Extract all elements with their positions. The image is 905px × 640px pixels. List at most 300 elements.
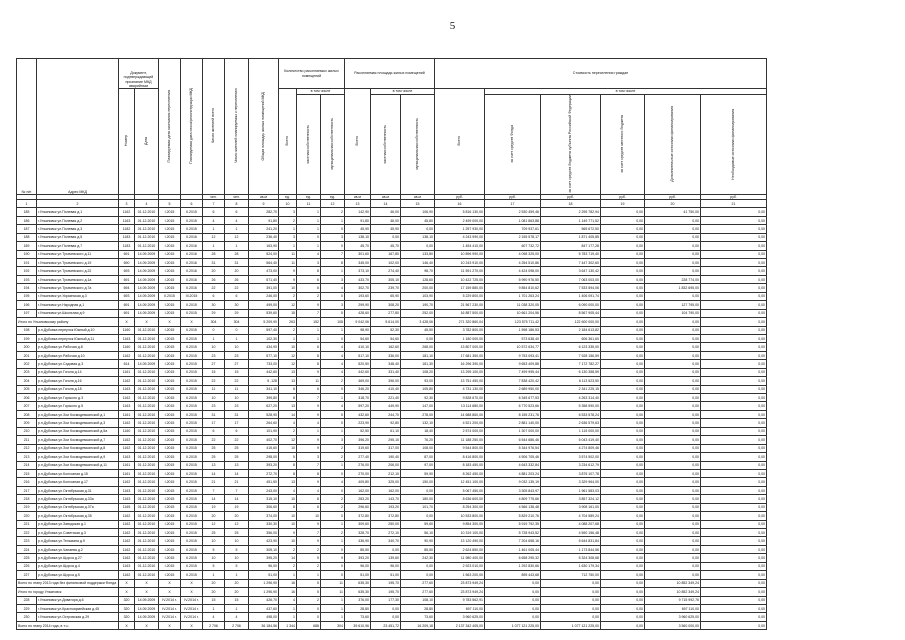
- summary-cell: X: [159, 588, 181, 596]
- table-cell: 1: [321, 427, 345, 435]
- table-cell: 1: [297, 208, 321, 216]
- table-cell: 0,00: [645, 385, 701, 393]
- table-cell: 22: [203, 436, 225, 444]
- table-cell: I.2015: [159, 562, 181, 570]
- table-row: [17, 444, 767, 452]
- table-cell: 0,00: [485, 613, 541, 621]
- table-cell: 250,00: [371, 520, 401, 528]
- table-cell: 895 443,68: [485, 571, 541, 579]
- table-cell: 108,20: [401, 368, 435, 376]
- summary-cell: 0,00: [601, 588, 645, 596]
- table-cell: 219: [17, 503, 37, 511]
- table-cell: 20: [225, 267, 249, 275]
- table-cell: 25: [203, 453, 225, 461]
- table-cell: II.2015: [181, 360, 203, 368]
- table-cell: 0,00: [401, 512, 435, 520]
- table-cell: 10: [225, 537, 249, 545]
- address-cell: р.п.Дубовка ул.Зои Космодемьянской д.11: [37, 461, 119, 469]
- table-row: [17, 486, 767, 494]
- table-cell: 25: [225, 453, 249, 461]
- table-row: [17, 545, 767, 553]
- table-cell: 0,00: [601, 444, 645, 452]
- summary-cell: X: [159, 579, 181, 587]
- table-cell: II.2015: [181, 545, 203, 553]
- table-cell: 0,00: [701, 503, 767, 511]
- table-cell: 31: [225, 259, 249, 267]
- summary-cell: 16: [279, 588, 297, 596]
- table-cell: 2: [279, 292, 297, 300]
- table-cell: 1 630 179,34: [541, 562, 601, 570]
- table-cell: 01.12.2010: [135, 343, 159, 351]
- table-cell: 5 644 831,84: [541, 537, 601, 545]
- address-cell: р.п.Дубовка ул.Щорса д.5: [37, 571, 119, 579]
- summary-cell: 277,60: [401, 579, 435, 587]
- table-cell: 6 130 358,59: [541, 368, 601, 376]
- table-cell: 0,00: [401, 242, 435, 250]
- table-cell: 0,00: [701, 275, 767, 283]
- header-cost-extra: Дополнительные источники финансирования: [645, 95, 701, 195]
- table-cell: I.2015: [159, 419, 181, 427]
- table-cell: 01.12.2010: [135, 326, 159, 334]
- table-cell: 1162: [119, 351, 135, 359]
- summary-cell: 635,30: [345, 579, 371, 587]
- table-cell: 0,00: [601, 419, 645, 427]
- table-cell: 6: [203, 427, 225, 435]
- table-cell: 1: [321, 461, 345, 469]
- table-cell: 01.12.2010: [135, 233, 159, 241]
- address-cell: р.п.Дубовка ул.Гоголя д.18: [37, 385, 119, 393]
- table-cell: 306,60: [249, 503, 279, 511]
- table-cell: 11: [279, 259, 297, 267]
- table-cell: 2: [321, 529, 345, 537]
- table-cell: 0,00: [601, 343, 645, 351]
- table-cell: 5 919 792,35: [485, 520, 541, 528]
- table-cell: 30: [225, 301, 249, 309]
- summary-cell: 1 077 121 225,00: [485, 621, 541, 629]
- address-cell: р.п.Дубовка ул.Рабочая д.8: [37, 343, 119, 351]
- header-cost-incl: в том числе: [485, 89, 767, 95]
- table-cell: 7 533 594,06: [541, 284, 601, 292]
- table-cell: 348,40: [371, 360, 401, 368]
- table-cell: 4 590 156,48: [541, 529, 601, 537]
- table-cell: 27: [203, 360, 225, 368]
- table-cell: 01.12.2010: [135, 208, 159, 216]
- table-cell: 0,00: [371, 233, 401, 241]
- table-cell: 12 451 100,00: [435, 478, 485, 486]
- table-cell: 4: [279, 596, 297, 604]
- table-cell: 4: [297, 486, 321, 494]
- table-cell: 197: [17, 309, 37, 317]
- table-cell: 3: [321, 301, 345, 309]
- table-cell: 212,10: [371, 469, 401, 477]
- table-cell: 614: [119, 360, 135, 368]
- summary-cell: 0,00: [701, 588, 767, 596]
- table-cell: I.2015: [159, 410, 181, 418]
- table-cell: 146,40: [401, 259, 435, 267]
- table-row: [17, 284, 767, 292]
- summary-cell: 635,30: [345, 588, 371, 596]
- table-cell: 27: [225, 360, 249, 368]
- table-cell: I.2015: [159, 571, 181, 579]
- table-cell: 198: [17, 326, 37, 334]
- header-doc-number: Номер: [119, 89, 135, 195]
- table-row: [17, 309, 767, 317]
- table-row: [17, 208, 767, 216]
- table-cell: 0,00: [645, 520, 701, 528]
- table-cell: 336,00: [371, 351, 401, 359]
- table-cell: 0,00: [645, 512, 701, 520]
- table-cell: 2 923 010,00: [435, 562, 485, 570]
- table-cell: 227: [17, 571, 37, 579]
- table-cell: 13 751 450,00: [435, 377, 485, 385]
- table-cell: 9 653 409,88: [485, 360, 541, 368]
- table-cell: II.2016: [181, 250, 203, 258]
- table-cell: 690: [119, 259, 135, 267]
- table-cell: 127 795,00: [645, 301, 701, 309]
- table-cell: II.2015: [181, 377, 203, 385]
- summary-cell: 1 077 121 225,00: [541, 621, 601, 629]
- table-cell: 9 783 562,91: [435, 596, 485, 604]
- table-cell: 2 624 850,00: [435, 545, 485, 553]
- table-cell: 709 937,61: [485, 225, 541, 233]
- table-cell: 3 875 107,78: [541, 469, 601, 477]
- summary-cell: 36 184,56: [249, 621, 279, 629]
- table-cell: I.2015: [159, 520, 181, 528]
- summary-label: Итого по Ульяновскому району: [17, 318, 119, 326]
- table-cell: 222: [17, 529, 37, 537]
- unit-cell: кв.м: [249, 194, 279, 199]
- summary-cell: X: [159, 318, 181, 326]
- address-cell: р.п.Дубовка ул.Щорса д.4: [37, 562, 119, 570]
- table-cell: 73,60: [401, 613, 435, 621]
- table-cell: 96,00: [371, 562, 401, 570]
- summary-cell: X: [181, 621, 203, 629]
- table-cell: 9 753 093,41: [485, 351, 541, 359]
- address-cell: р.п.Дубовка переулок Южный д.11: [37, 334, 119, 342]
- table-cell: 15: [203, 368, 225, 376]
- subtotal-row: [17, 588, 767, 596]
- table-cell: 299,90: [345, 301, 371, 309]
- table-cell: 1163: [119, 334, 135, 342]
- table-cell: 10 243 910,00: [435, 259, 485, 267]
- summary-cell: 0,00: [645, 318, 701, 326]
- table-cell: 0,00: [701, 292, 767, 300]
- table-cell: 0,00: [645, 461, 701, 469]
- table-cell: I.2015: [159, 402, 181, 410]
- table-cell: 1161: [119, 461, 135, 469]
- header-count-private: частная собственность: [297, 95, 321, 195]
- table-cell: 3: [279, 233, 297, 241]
- unit-cell: ед.: [279, 194, 297, 199]
- table-cell: 410,10: [345, 343, 371, 351]
- table-cell: 10 533 800,00: [435, 512, 485, 520]
- table-cell: 13: [279, 478, 297, 486]
- column-number: 2: [37, 199, 119, 207]
- table-cell: 1163: [119, 453, 135, 461]
- table-cell: 0,00: [701, 613, 767, 621]
- table-cell: 14.09.2009: [135, 596, 159, 604]
- table-cell: 1183: [119, 242, 135, 250]
- table-cell: 1: [225, 225, 249, 233]
- table-cell: 14: [279, 410, 297, 418]
- table-cell: 372,80: [371, 512, 401, 520]
- table-cell: 11: [203, 385, 225, 393]
- address-cell: р.п.Дубовка ул.Горького д.5: [37, 402, 119, 410]
- summary-cell: 277,60: [401, 588, 435, 596]
- table-cell: I.2015: [159, 208, 181, 216]
- table-cell: I.2015: [159, 351, 181, 359]
- table-cell: 1: [297, 326, 321, 334]
- table-cell: 0,00: [701, 377, 767, 385]
- table-cell: 142,90: [345, 208, 371, 216]
- address-cell: р.п.Дубовка ул.Горького д.3: [37, 394, 119, 402]
- column-number: 11: [297, 199, 321, 207]
- table-cell: 193: [17, 275, 37, 283]
- table-cell: 96,00: [345, 562, 371, 570]
- table-cell: 92,30: [401, 394, 435, 402]
- table-cell: I.2015: [159, 275, 181, 283]
- table-cell: 2: [321, 208, 345, 216]
- table-cell: 4: [203, 216, 225, 224]
- summary-cell: 122 600 000,00: [541, 318, 601, 326]
- table-cell: 0,00: [401, 486, 435, 494]
- table-cell: 1: [203, 571, 225, 579]
- summary-cell: 39 610,96: [345, 621, 371, 629]
- table-cell: 0,00: [601, 385, 645, 393]
- table-cell: 211: [17, 436, 37, 444]
- table-cell: 21: [225, 478, 249, 486]
- table-cell: 65,90: [371, 292, 401, 300]
- table-cell: 0,00: [645, 233, 701, 241]
- table-cell: 10: [279, 520, 297, 528]
- table-cell: 1: [225, 571, 249, 579]
- unit-cell: чел.: [203, 194, 225, 199]
- table-cell: II.2015: [181, 351, 203, 359]
- table-cell: 0,00: [601, 394, 645, 402]
- table-cell: IV.2014 г.: [181, 613, 203, 621]
- table-cell: 4 566 138,48: [485, 503, 541, 511]
- table-cell: 0,00: [701, 216, 767, 224]
- table-cell: 0,00: [371, 613, 401, 621]
- address-cell: г.Ульяновск ул.Островская д.29: [37, 613, 119, 621]
- address-cell: р.п.Дубовка ул.Зои Космодемьянской д.1: [37, 410, 119, 418]
- table-cell: II.2015: [181, 419, 203, 427]
- table-cell: 0,00: [701, 529, 767, 537]
- header-number: № п/п: [17, 59, 37, 195]
- table-cell: I.2015: [159, 427, 181, 435]
- table-cell: I.2015: [159, 478, 181, 486]
- table-cell: 0,00: [601, 503, 645, 511]
- table-cell: 0,00: [601, 410, 645, 418]
- table-cell: 5: [225, 562, 249, 570]
- table-cell: 5: [297, 554, 321, 562]
- table-cell: 45,80: [401, 216, 435, 224]
- table-cell: I.2015: [159, 326, 181, 334]
- header-cost-total: Всего: [435, 89, 485, 195]
- table-cell: 1: [279, 571, 297, 579]
- table-cell: 215: [17, 469, 37, 477]
- table-cell: II.2015: [181, 334, 203, 342]
- table-row: [17, 520, 767, 528]
- table-row: [17, 292, 767, 300]
- table-cell: 143,70: [371, 495, 401, 503]
- table-cell: 12: [203, 520, 225, 528]
- address-cell: г.Ульяновск ул.Школьная д.9: [37, 309, 119, 317]
- table-cell: 0,00: [701, 453, 767, 461]
- summary-cell: 108: [321, 318, 345, 326]
- table-cell: 402,70: [249, 436, 279, 444]
- table-cell: 8 262 450,00: [435, 469, 485, 477]
- table-cell: 10 896 990,00: [435, 250, 485, 258]
- table-cell: 449,90: [371, 402, 401, 410]
- table-row: [17, 334, 767, 342]
- table-row: [17, 351, 767, 359]
- table-cell: 1 961 583,03: [541, 486, 601, 494]
- table-cell: 0,00: [601, 216, 645, 224]
- table-cell: 1: [203, 242, 225, 250]
- table-cell: 0,00: [701, 394, 767, 402]
- table-cell: 102,00: [371, 259, 401, 267]
- table-cell: 10: [297, 512, 321, 520]
- table-cell: 204: [17, 377, 37, 385]
- table-cell: 0,00: [701, 225, 767, 233]
- table-cell: 1163: [119, 495, 135, 503]
- table-cell: 0,00: [601, 520, 645, 528]
- table-cell: I.2015: [159, 444, 181, 452]
- table-cell: 0,00: [601, 613, 645, 621]
- table-cell: 6 345 677,53: [485, 394, 541, 402]
- table-cell: 1: [321, 604, 345, 612]
- table-cell: 85,50: [345, 545, 371, 553]
- table-cell: 0,00: [645, 444, 701, 452]
- table-cell: 1163: [119, 562, 135, 570]
- table-cell: 14: [203, 469, 225, 477]
- header-area-sum: Всего: [345, 89, 371, 195]
- table-cell: 7 838 420,42: [485, 377, 541, 385]
- table-cell: 0,00: [701, 242, 767, 250]
- table-row: [17, 537, 767, 545]
- table-cell: 138,10: [401, 233, 435, 241]
- table-cell: 694: [119, 284, 135, 292]
- table-cell: 277,80: [371, 309, 401, 317]
- table-cell: 18,40: [401, 427, 435, 435]
- table-cell: 14 688 860,00: [435, 410, 485, 418]
- summary-cell: 0,00: [701, 579, 767, 587]
- table-cell: 224: [17, 545, 37, 553]
- table-cell: I.2015: [159, 242, 181, 250]
- table-row: [17, 453, 767, 461]
- table-cell: 1163: [119, 216, 135, 224]
- table-cell: 0,00: [601, 233, 645, 241]
- summary-cell: X: [181, 318, 203, 326]
- table-cell: 9 032 135,19: [485, 478, 541, 486]
- table-cell: 225: [17, 554, 37, 562]
- table-cell: 2 689 950,00: [485, 385, 541, 393]
- table-cell: 11 038 320,05: [485, 301, 541, 309]
- table-row: [17, 216, 767, 224]
- table-cell: 4 643 332,84: [485, 461, 541, 469]
- table-cell: II.2015: [181, 554, 203, 562]
- address-cell: г.Ульяновск ул.Тухачевского д.11: [37, 250, 119, 258]
- table-cell: 0,00: [645, 377, 701, 385]
- table-cell: 185: [17, 208, 37, 216]
- table-cell: 0,00: [701, 495, 767, 503]
- table-cell: 3 329 964,00: [541, 478, 601, 486]
- table-cell: 177,30: [371, 596, 401, 604]
- table-cell: 14.09.2009: [135, 275, 159, 283]
- table-cell: 4: [225, 613, 249, 621]
- table-cell: 1: [321, 537, 345, 545]
- table-cell: 11 980 400,00: [435, 554, 485, 562]
- table-row: [17, 419, 767, 427]
- table-row: [17, 512, 767, 520]
- summary-cell: 304: [203, 318, 225, 326]
- table-cell: 0,00: [601, 259, 645, 267]
- table-cell: 0: [321, 562, 345, 570]
- table-cell: 0,00: [601, 453, 645, 461]
- table-cell: 01.12.2010: [135, 410, 159, 418]
- table-cell: 1162: [119, 520, 135, 528]
- table-cell: 3 857 324,12: [541, 495, 601, 503]
- summary-cell: X: [119, 318, 135, 326]
- table-cell: 2: [279, 545, 297, 553]
- table-cell: 22: [225, 436, 249, 444]
- table-cell: 192: [17, 267, 37, 275]
- table-cell: I.2015: [159, 259, 181, 267]
- table-cell: 5: [203, 562, 225, 570]
- table-cell: 0,00: [701, 301, 767, 309]
- table-cell: I.2015: [159, 377, 181, 385]
- table-cell: 12: [279, 301, 297, 309]
- table-row: [17, 410, 767, 418]
- header-residents: Число жителей всего: [203, 59, 225, 195]
- table-cell: 0,00: [645, 554, 701, 562]
- table-cell: 1162: [119, 394, 135, 402]
- table-cell: 4 254 510,86: [485, 259, 541, 267]
- table-cell: 139,60: [371, 554, 401, 562]
- table-row: [17, 402, 767, 410]
- table-cell: 10: [279, 537, 297, 545]
- table-cell: 1 149 771,52: [541, 216, 601, 224]
- table-cell: 21: [203, 478, 225, 486]
- table-cell: II.2015: [181, 402, 203, 410]
- table-cell: II.2016: [181, 242, 203, 250]
- table-cell: II.2015: [159, 292, 181, 300]
- table-cell: II.2016: [181, 259, 203, 267]
- unit-cell: ед.: [321, 194, 345, 199]
- table-cell: 163,90: [249, 242, 279, 250]
- table-cell: 278,00: [401, 410, 435, 418]
- table-cell: 1162: [119, 444, 135, 452]
- table-cell: I.2015: [159, 250, 181, 258]
- table-cell: 9: [279, 529, 297, 537]
- table-cell: 0,00: [645, 427, 701, 435]
- table-cell: 7: [297, 529, 321, 537]
- table-cell: 0,00: [601, 512, 645, 520]
- table-cell: 1: [279, 225, 297, 233]
- address-cell: г.Ульяновск ул.Полевая д.5: [37, 233, 119, 241]
- table-cell: 195: [17, 292, 37, 300]
- table-cell: 90,90: [401, 537, 435, 545]
- table-cell: 712 750,00: [541, 571, 601, 579]
- table-cell: 697 110,00: [435, 604, 485, 612]
- table-cell: 0,00: [645, 410, 701, 418]
- header-doc-date: Дата: [135, 89, 159, 195]
- summary-cell: 2 706: [225, 621, 249, 629]
- table-cell: 6: [203, 208, 225, 216]
- table-cell: II.2015: [181, 486, 203, 494]
- table-row: [17, 529, 767, 537]
